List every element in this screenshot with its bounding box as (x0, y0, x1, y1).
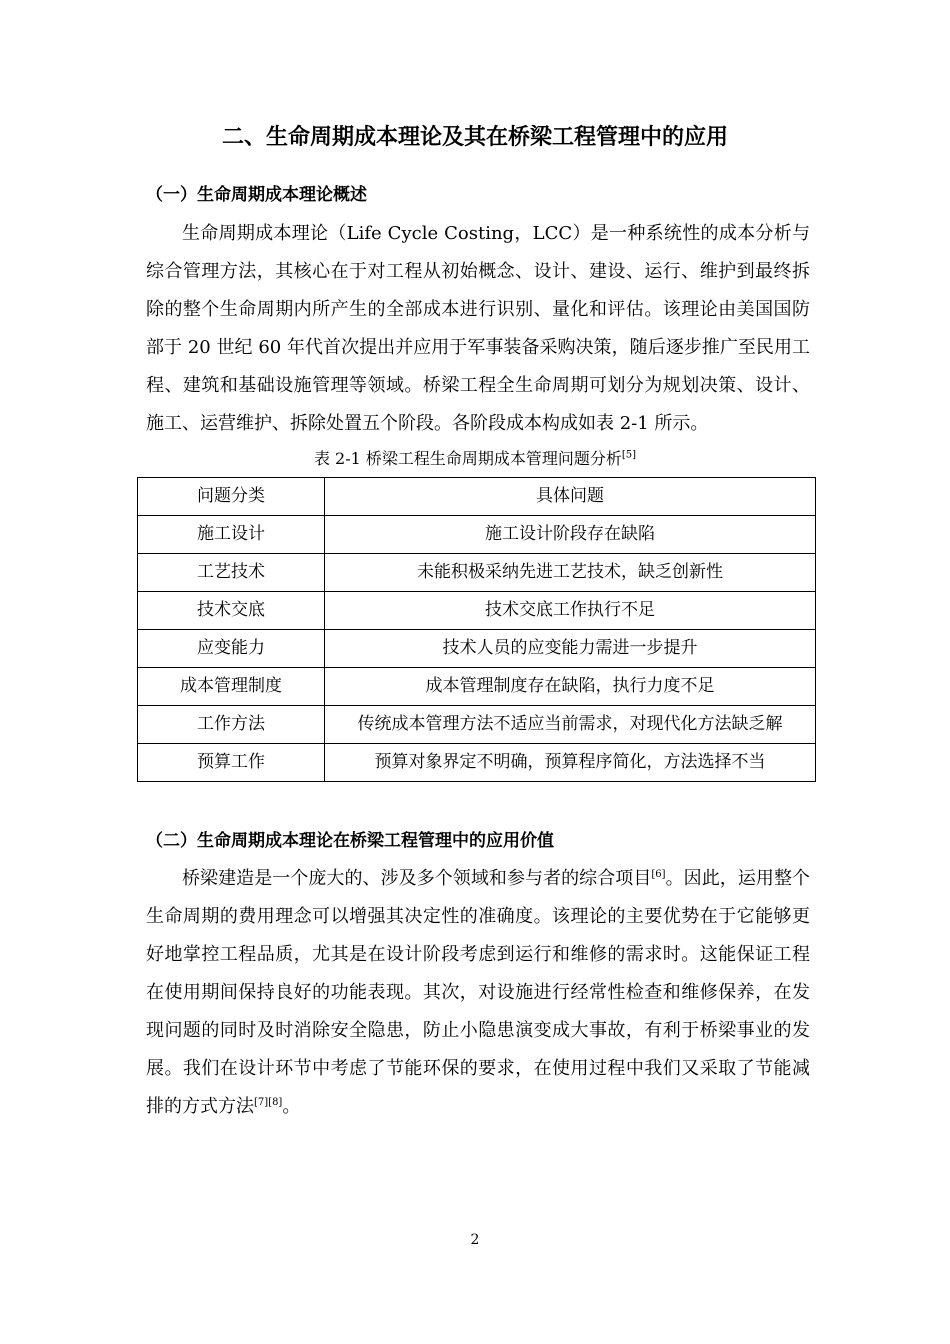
table-row (138, 516, 816, 554)
table-row (138, 592, 816, 630)
paragraph-text-a: 桥梁建造是一个庞大的、涉及多个领域和参与者的综合项目 (182, 868, 652, 889)
paragraph-lcc-overview: 生命周期成本理论（Life Cycle Costing，LCC）是一种系统性的成本分析与综合管理方法，其核心在于对工程从初始概念、设计、建设、运行、维护到最终拆除的整个生命周期内所产生的全部成本进行识别、量化和评估。该理论由美国国防部于 20 世纪 60 年代首次提出并应用于军事装备采购决策，随后逐步推广至民用工程、建筑和基础设施管理等领域。桥梁工程全生命周期可划分为规划决策、设计、施工、运营维护、拆除处置五个阶段。各阶段成本构成如表 2-1 所示。 (146, 223, 810, 434)
table-row (138, 630, 816, 668)
table-header-category: 问题分类 (138, 478, 325, 516)
section-heading-2: （二）生命周期成本理论在桥梁工程管理中的应用价值 (146, 831, 554, 851)
table-row (138, 744, 816, 782)
citation-ref: [5] (621, 449, 637, 461)
paragraph-text-b: 。因此，运用整个生命周期的费用理念可以增强其决定性的准确度。该理论的主要优势在于它能够更好地掌控工程品质，尤其是在设计阶段考虑到运行和维修的需求时。这能保证工程在使用期间保持良好的功能表现。其次，对设施进行经常性检查和维修保养，在发现问题的同时及时消除安全隐患，防止小隐患演变成大事故，有利于桥梁事业的发展。我们在设计环节中考虑了节能环保的要求，在使用过程中我们又采取了节能减排的方式方法 (146, 868, 811, 1117)
table-cell-category: 应变能力 (138, 630, 325, 668)
table-cell-issue: 技术交底工作执行不足 (325, 592, 816, 630)
table-cell-category: 施工设计 (138, 516, 325, 554)
issues-table (137, 477, 816, 782)
table-cell-issue: 成本管理制度存在缺陷，执行力度不足 (325, 668, 816, 706)
table-header-issue: 具体问题 (325, 478, 816, 516)
table-row (138, 668, 816, 706)
table-cell-issue: 预算对象界定不明确，预算程序简化，方法选择不当 (325, 744, 816, 782)
table-cell-issue: 技术人员的应变能力需进一步提升 (325, 630, 816, 668)
table-cell-issue: 传统成本管理方法不适应当前需求，对现代化方法缺乏解 (325, 706, 816, 744)
paragraph-text-c: 。 (282, 1096, 301, 1117)
table-row (138, 706, 816, 744)
citation-ref: [6] (651, 869, 666, 880)
table-caption (0, 444, 950, 474)
table-caption-text: 表 2-1 桥梁工程生命周期成本管理问题分析 (313, 449, 622, 468)
table-cell-category: 成本管理制度 (138, 668, 325, 706)
table-row (138, 554, 816, 592)
section-1-body (146, 215, 810, 443)
chapter-heading: 二、生命周期成本理论及其在桥梁工程管理中的应用 (221, 125, 728, 150)
citation-ref: [7][8] (254, 1097, 283, 1108)
table-cell-category: 工作方法 (138, 706, 325, 744)
table-cell-issue: 未能积极采纳先进工艺技术，缺乏创新性 (325, 554, 816, 592)
table-cell-category: 预算工作 (138, 744, 325, 782)
page-number: 2 (470, 1232, 480, 1248)
paragraph-application-value (146, 860, 810, 1126)
section-heading-1: （一）生命周期成本理论概述 (146, 185, 367, 205)
table-cell-category: 技术交底 (138, 592, 325, 630)
table-header-row (138, 478, 816, 516)
table-cell-category: 工艺技术 (138, 554, 325, 592)
section-2-body (146, 860, 810, 1126)
table-cell-issue: 施工设计阶段存在缺陷 (325, 516, 816, 554)
